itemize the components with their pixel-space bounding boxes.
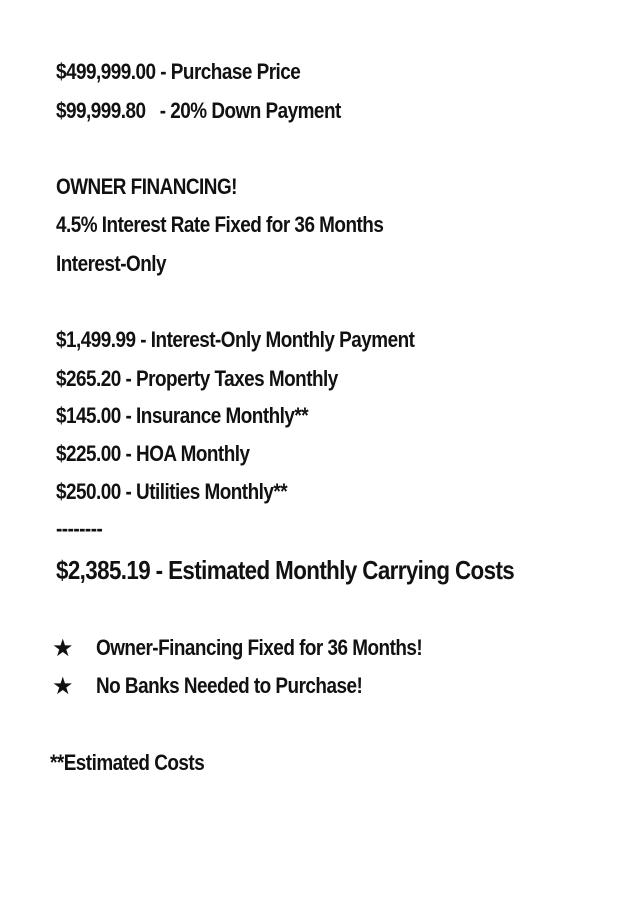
utilities-line: $250.00 - Utilities Monthly** (56, 479, 288, 504)
monthly-payment-line: $1,499.99 - Interest-Only Monthly Payment (56, 327, 415, 352)
hoa-line: $225.00 - HOA Monthly (56, 441, 250, 466)
owner-financing-heading: OWNER FINANCING! (56, 174, 237, 199)
bullet-item (52, 671, 406, 701)
star-icon: ★ (52, 672, 74, 700)
bullet-text: No Banks Needed to Purchase! (96, 673, 363, 698)
interest-only-line: Interest-Only (56, 251, 166, 276)
interest-rate-line: 4.5% Interest Rate Fixed for 36 Months (56, 212, 384, 237)
bullet-text: Owner-Financing Fixed for 36 Months! (96, 635, 423, 660)
divider-line: -------- (56, 516, 103, 541)
purchase-price-line: $499,999.00 - Purchase Price (56, 59, 301, 84)
insurance-line: $145.00 - Insurance Monthly** (56, 403, 309, 428)
down-payment-line: $99,999.80 - 20% Down Payment (56, 98, 341, 123)
footnote: **Estimated Costs (50, 750, 205, 775)
bullet-item (52, 633, 475, 663)
property-taxes-line: $265.20 - Property Taxes Monthly (56, 366, 338, 391)
star-icon: ★ (52, 634, 74, 662)
total-carrying-costs-line: $2,385.19 - Estimated Monthly Carrying Costs (56, 555, 515, 585)
